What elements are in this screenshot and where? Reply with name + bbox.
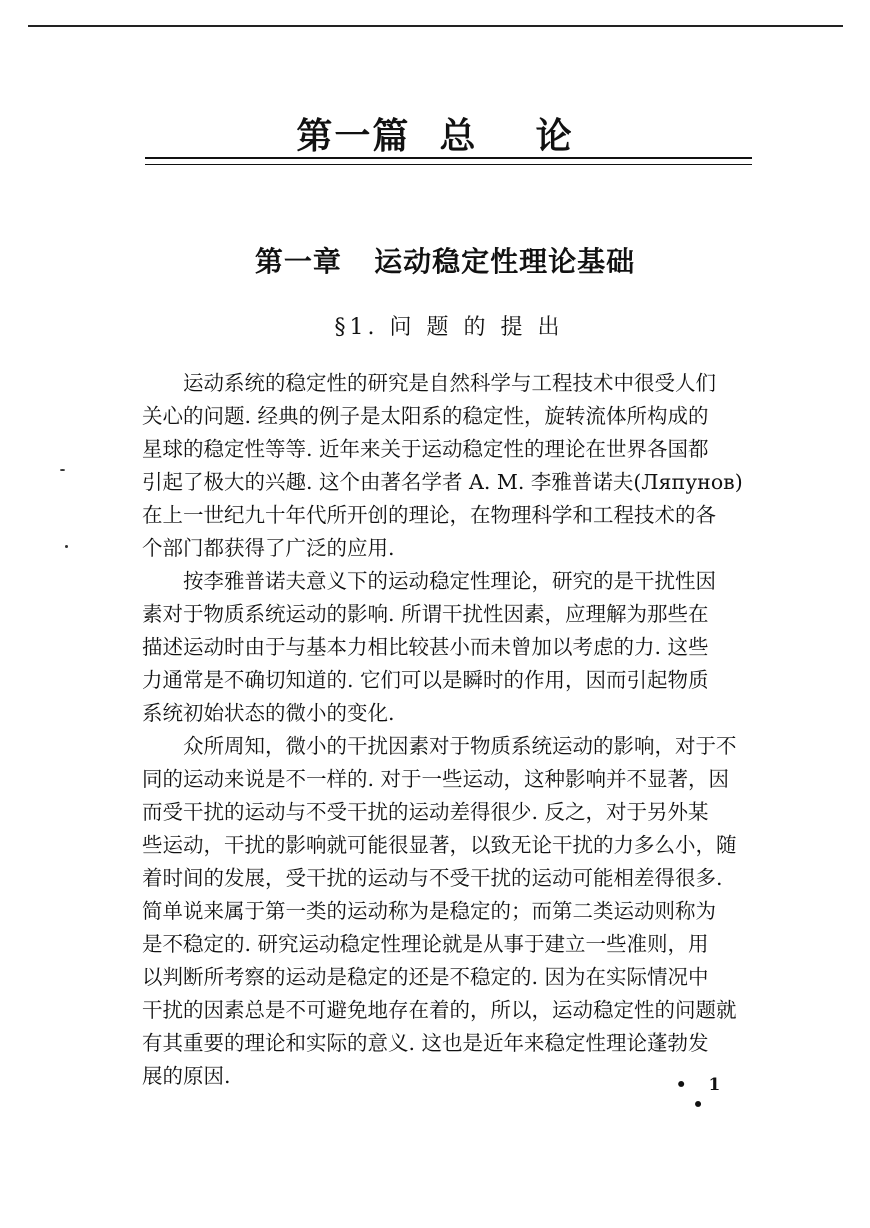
text-line: 力通常是不确切知道的. 它们可以是瞬时的作用，因而引起物质 [142,668,709,692]
text-line: 有其重要的理论和实际的意义. 这也是近年来稳定性理论蓬勃发 [142,1031,709,1055]
text-line: 些运动，干扰的影响就可能很显著，以致无论干扰的力多么小，随 [142,833,737,857]
text-line: 个部门都获得了广泛的应用. [142,536,395,560]
page-number: • 1 • [675,1075,729,1115]
text-line: 是不稳定的. 研究运动稳定性理论就是从事于建立一些准则，用 [142,932,709,956]
text-line: 系统初始状态的微小的变化. [142,701,395,725]
text-line: 着时间的发展，受干扰的运动与不受干扰的运动可能相差得很多. [142,866,723,890]
text-line: 众所周知，微小的干扰因素对于物质系统运动的影响，对于不 [183,734,737,758]
body-text [142,367,757,1093]
scan-speck [60,469,65,471]
text-line: 星球的稳定性等等. 近年来关于运动稳定性的理论在世界各国都 [142,437,709,461]
chapter-title: 第一章 运动稳定性理论基础 [254,245,636,278]
text-line: 在上一世纪九十年代所开创的理论，在物理科学和工程技术的各 [142,503,716,527]
text-line: 按李雅普诺夫意义下的运动稳定性理论，研究的是干扰性因 [183,569,716,593]
part-title: 第一篇 总 论 [296,115,574,157]
text-line: 运动系统的稳定性的研究是自然科学与工程技术中很受人们 [183,371,716,395]
text-line: 关心的问题. 经典的例子是太阳系的稳定性，旋转流体所构成的 [142,404,709,428]
section-title: §1. 问 题 的 提 出 [334,315,564,340]
text-line: 引起了极大的兴趣. 这个由著名学者 A. M. 李雅普诺夫(Ляпунов) [142,470,743,494]
text-line: 以判断所考察的运动是稳定的还是不稳定的. 因为在实际情况中 [142,965,709,989]
text-line: 展的原因. [142,1064,231,1088]
text-line: 干扰的因素总是不可避免地存在着的，所以，运动稳定性的问题就 [142,998,737,1022]
text-line: 描述运动时由于与基本力相比较甚小而未曾加以考虑的力. 这些 [142,635,709,659]
scan-speck [65,545,68,548]
top-border-rule [28,25,843,27]
text-line: 素对于物质系统运动的影响. 所谓干扰性因素，应理解为那些在 [142,602,709,626]
text-line: 同的运动来说是不一样的. 对于一些运动，这种影响并不显著，因 [142,767,730,791]
paragraph-2 [142,565,757,730]
part-title-underline [145,157,752,165]
text-line: 简单说来属于第一类的运动称为是稳定的；而第二类运动则称为 [142,899,716,923]
text-line: 而受干扰的运动与不受干扰的运动差得很少. 反之，对于另外某 [142,800,709,824]
paragraph-1 [142,367,757,565]
paragraph-3 [142,730,757,1093]
